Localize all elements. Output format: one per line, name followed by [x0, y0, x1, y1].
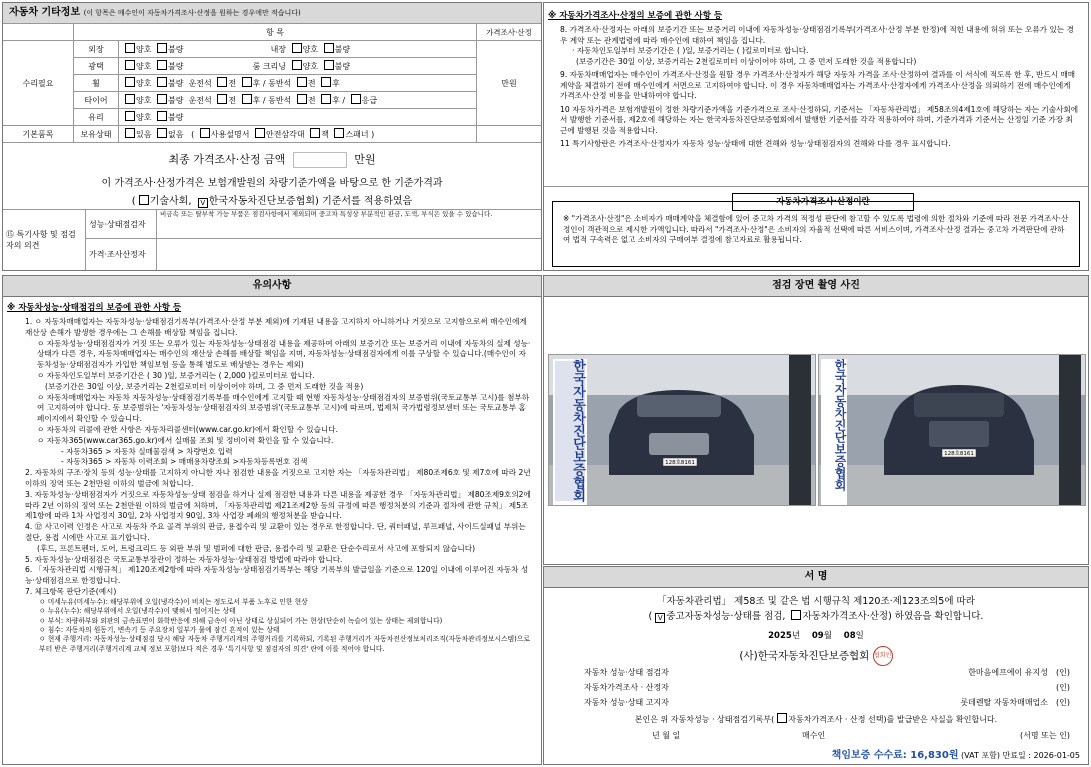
car-rear-image	[819, 355, 1085, 505]
checkbox[interactable]	[242, 94, 252, 104]
check-criteria-list	[25, 598, 531, 654]
list-item: ㅇ 자동차365(www.car365.go.kr)에서 실매물 조회 및 정비이력 확인을 할 수 있습니다.	[37, 435, 334, 445]
price-service-text: ※ "가격조사·산정"은 소비자가 매매계약을 체결함에 있어 중고차 가격의 적정성 판단에 참고할 수 있도록 법령에 의한 절차와 기준에 따라 전문 가격조사·산정인이 객관적으로 제시한 가액입니다. 따라서 "가격조사·산정"은 소비자의 자율적 선택에 따른 서비스이며, 가격조사·산정 결과는 중고차 가격판단에 관하여 법적 구속력은 없고 소비자의 구매여부 결정에 참고자료로 활용됩니다.	[552, 201, 1080, 267]
perf-inspector-text: 비금속 또는 탈부착 가능 부품은 점검사항에서 제외되며 중고차 특성상 부분적인 판금, 도색, 부식은 있을 수 있습니다.	[157, 210, 543, 239]
list-item: 11 특기사항란은 가격조사·산정자가 자동차 성능·상태에 대한 견해와 성능·상태점검자의 견해와 다를 경우 표시합니다.	[560, 139, 951, 148]
list-item: 3. 자동차성능·상태점검자가 거짓으로 자동차성능·상태 점검을 하거나 실제 점검한 내용과 다른 내용을 제공한 경우 「자동차관리법」 제80조제9호의2에 따라 2년 이하의 징역 또는 2천만원 이하의 벌금에 처하며, 「자동차관리법 제21조제2항 등의 규정에 따른 행정처분의 기준과 절차에 관한 규칙」 제5조제1항에 따라 1차 사업정지 30일, 2차 사업정지 90일, 3차 사업장 폐쇄의 행정처분을 받습니다.	[25, 489, 531, 521]
checkbox[interactable]	[777, 713, 787, 723]
inspection-photo-rear	[818, 354, 1086, 506]
list-item: 9. 자동차매매업자는 매수인이 가격조사·산정을 원할 경우 가격조사·산정자가 해당 자동차 가격을 조사·산정하여 결과를 이 서식에 적도록 한 후, 반드시 매매계약을 체결하기 전에 매수인에게 서면으로 고지하여야 합니다. 이 경우 자동차매매업자는 가격조사·산정자에게 가격조사·산정을 의뢰하기 전에 매수인에게 가격조사·산정 비용을 안내하여야 합니다.	[560, 70, 1076, 100]
list-item: 8. 가격조사·산정자는 아래의 보증기간 또는 보증거리 이내에 자동차성능·상태점검기록부(가격조사·산정 부분 한정)에 적힌 내용에 허위 또는 오류가 있는 경우 계약 또는 관계법령에 따라 매수인에 대하여 책임을 집니다.	[560, 25, 1074, 45]
list-item: ㅇ 자동차의 리콜에 관한 사항은 자동차리콜센터(www.car.go.kr)에서 확인할 수 있습니다.	[37, 424, 338, 434]
law-text: 「자동차관리법」 제58조 및 같은 법 시행규칙 제120조·제123조의5에 따라	[657, 596, 975, 607]
final-price-input[interactable]	[293, 152, 347, 168]
signer-row: 자동차가격조사 · 산정자 (인)	[584, 683, 1070, 692]
checkbox[interactable]	[157, 111, 167, 121]
row-name: 유리	[74, 109, 119, 126]
list-item: (보증기간은 30일 이상, 보증거리는 2천킬로미터 이상이어야 하며, 그 중 먼저 도래한 것을 적용합니다)	[576, 56, 917, 66]
list-item: 2. 자동차의 구조·장치 등의 성능·상태를 고지하지 아니한 자나 점검한 내용을 거짓으로 고지한 자는 「자동차관리법」 제80조제6호 및 제7호에 따라 2년 이하의 징역 또는 2천만원 이하의 벌금에 처합니다.	[25, 468, 531, 488]
list-item: ㅇ 자동차매매업자는 자동차 자동차성능·상태점검기록부를 매수인에게 고지할 때 현행 자동차성능·상태점검자의 보증범위(국토교통부 고시)를 첨부하여 고지하여야 합니다. 동 보증범위는 '자동차성능·상태점검자의 보증범위'(국토교통부 고시)에 따르며, 법제처 국가법령정보센터 또는 국토교통부 홈페이지에서 확인할 수 있습니다.	[37, 392, 530, 424]
final-price-row	[3, 151, 541, 168]
signer-row: 자동차 성능·상태 고지자 롯데렌탈 자동차매매업소 (인)	[584, 698, 1070, 707]
checkbox[interactable]	[324, 43, 334, 53]
checkbox[interactable]	[351, 94, 361, 104]
receipt-text: 본인은 위 자동차성능 · 상태점검기록부( 자동차가격조사 · 산정 선택)를 발급받은 사실을 확인합니다.	[634, 715, 998, 724]
list-item: · 자동차인도일부터 보증기간은 ( )일, 보증거리는 ( )킬로미터로 합니다.	[572, 46, 809, 55]
basis-options: ( 기술사회, V 한국자동차진단보증협회) 기준서를 적용하였음	[131, 196, 413, 207]
signer-row: 자동차 성능·상태 점검자 한마음에프에이 유지성 (인)	[584, 668, 1070, 677]
checkbox[interactable]	[255, 128, 265, 138]
checkbox[interactable]	[334, 128, 344, 138]
special-notes-table	[3, 209, 542, 270]
other-info-table	[3, 23, 541, 143]
row-options: 양호 불량 내장 양호 불량	[119, 41, 477, 58]
checkbox[interactable]	[157, 60, 167, 70]
list-item: ㅇ 자동차성능·상태점검자가 거짓 또는 오류가 있는 자동차성능·상태점검 내용을 제공하여 아래의 보증기간 또는 보증거리 이내에 자동차의 실제 성능·상태가 다른 경우, 자동차매매업자는 매수인의 재산상 손해를 배상할 책임을 지며, 자동차성능·상태점검자에게 이를 구상할 수 있습니다.(매수인이 자동차성능·상태점검자가 가입한 책임보험 등을 통해 별도로 배상받는 경우는 제외)	[37, 338, 531, 370]
notes-section	[2, 275, 542, 765]
checkbox[interactable]	[139, 195, 149, 205]
fee-row	[832, 746, 1080, 761]
list-item: 7. 체크항목 판단기준(예시)	[25, 586, 117, 596]
list-item: 1. ㅇ 자동차매매업자는 자동차성능·상태점검기록부(가격조사·산정 부분 제외)에 기재된 내용을 고지하지 아니하거나 거짓으로 고지함으로써 매수인에게 재산상 손해가 발생한 경우에는 그 손해를 배상할 책임을 집니다.	[25, 317, 527, 337]
checkbox-checked[interactable]: V	[655, 613, 665, 623]
checkbox[interactable]	[125, 60, 135, 70]
list-item: - 자동차365 > 자동차 이력조회 > 매매용차량조회 >자동차등록번호 검색	[61, 457, 308, 467]
row-name: 외장	[74, 41, 119, 58]
col-item-header: 항 목	[74, 24, 477, 41]
org-name: (사)한국자동차진단보증협회	[739, 650, 870, 662]
row-name: 광택	[74, 58, 119, 75]
list-item: - 자동차365 > 자동차 실매물검색 > 차량번호 입력	[61, 446, 233, 456]
price-guarantee-section	[543, 2, 1089, 271]
list-item: 10 자동차가격은 보험개발원이 정한 차량기준가액을 기준가격으로 조사·산정하되, 기준서는 「자동차관리법」 제58조의4제1호에 해당하는 자는 기술사회에서 발행한 기준서를, 제2호에 해당하는 자는 한국자동차진단보증협회에서 발행한 기준서를 각각 적용하여야 하며, 기준가격과 기준서는 산정일 기준 가장 최근에 발행된 것을 적용합니다.	[560, 104, 1079, 135]
basic-options: 있음 없음 ( 사용설명서 안전삼각대 잭 스패너 )	[119, 126, 477, 143]
checkbox[interactable]	[324, 60, 334, 70]
price-guarantee-list	[544, 25, 1088, 150]
fee-amount: 책임보증 수수료: 16,830원	[831, 750, 959, 761]
checkbox[interactable]	[125, 111, 135, 121]
fee-note: (VAT 포함) 만료일 : 2026-01-05	[961, 751, 1080, 760]
list-item: ㅇ 현재 주행거리: 자동차성능·상태점검 당시 해당 자동차 주행거리계의 주행거리를 기록하되, 기록된 주행거리가 자동차전산정보처리조직(자동차관리정보시스템)으로부터 받은 주행거리(주행거리계 교체 정보 포함)보다 적은 경우 '특기사항 및 점검자의 의견' 란에 이를 적어야 합니다.	[39, 635, 530, 653]
checkbox[interactable]	[125, 94, 135, 104]
other-info-section	[2, 2, 542, 271]
list-item: ㅇ 누유(누수): 해당부위에서 오일(냉각수)이 맺혀서 떨어지는 상태	[39, 607, 236, 616]
price-service-title: 자동차가격조사·산정이란	[732, 193, 914, 211]
checkbox[interactable]	[292, 60, 302, 70]
inspection-photo-front	[548, 354, 816, 506]
checkbox[interactable]	[297, 77, 307, 87]
org-row	[544, 646, 1088, 666]
checkbox[interactable]	[321, 77, 331, 87]
notes-sec-title: ※ 자동차성능·상태점검의 보증에 관한 사항 등	[7, 303, 182, 313]
notes-list	[3, 317, 541, 654]
price-guarantee-title: ※ 자동차가격조사·산정의 보증에 관한 사항 등	[548, 11, 723, 21]
checkbox[interactable]	[157, 43, 167, 53]
row-name: 휠	[74, 75, 119, 92]
signer-rows	[584, 665, 1070, 710]
other-info-header	[3, 3, 541, 24]
row-options: 양호 불량 운전석 전 후 / 동반석 전 후 / 응급	[119, 92, 477, 109]
special-notes-label: ⑮ 특기사항 및 점검자의 의견	[3, 210, 86, 271]
checkbox[interactable]	[217, 94, 227, 104]
row-name: 타이어	[74, 92, 119, 109]
banner-text: 한국자동차진단보증협회	[833, 359, 847, 491]
checkbox[interactable]	[310, 128, 320, 138]
signature-section	[543, 566, 1089, 765]
checkbox[interactable]	[125, 128, 135, 138]
checkbox[interactable]	[242, 77, 252, 87]
checkbox[interactable]	[217, 77, 227, 87]
basic-name: 보유상태	[74, 126, 119, 143]
basic-label: 기본품목	[3, 126, 74, 143]
checkbox[interactable]	[157, 94, 167, 104]
plate-text: 128호8161	[665, 460, 695, 466]
price-unit: 만원	[477, 41, 542, 126]
checkbox-checked[interactable]: V	[198, 198, 208, 208]
checkbox[interactable]	[292, 43, 302, 53]
checkbox[interactable]	[157, 128, 167, 138]
checkbox[interactable]	[200, 128, 210, 138]
seal-stamp: 협회인	[873, 646, 893, 666]
row-options: 양호 불량 룸 크리닝 양호 불량	[119, 58, 477, 75]
list-item: ㅇ 자동차인도일부터 보증기간은 ( 30 )일, 보증거리는 ( 2,000 )킬로미터로 합니다.	[37, 370, 315, 380]
checkbox[interactable]	[125, 43, 135, 53]
banner-text: 한국자동차진단보증협회	[570, 359, 585, 502]
confirm-options: ( V 중고자동차성능·상태를 점검, 자동차가격조사·산정) 하였음을 확인합니다.	[648, 611, 984, 622]
row-options: 양호 불량 운전석 전 후 / 동반석 전 후	[119, 75, 477, 92]
row-options: 양호 불량	[119, 109, 477, 126]
checkbox[interactable]	[297, 94, 307, 104]
other-info-note: (이 항목은 매수인이 자동차가격조사·산정을 원하는 경우에만 적습니다)	[83, 9, 301, 17]
price-inspector-label: 가격·조사산정자	[86, 239, 157, 270]
checkbox[interactable]	[321, 94, 331, 104]
plate-text: 128호8161	[944, 451, 974, 457]
list-item: 4. ⑫ 사고이력 인정은 사고로 자동차 주요 골격 부위의 판금, 용접수리 및 교환이 있는 경우로 한정합니다. 단, 쿼터패널, 루프패널, 사이드실패널 부위는 절단, 용접 시에만 사고로 표기합니다.	[25, 522, 526, 542]
list-item: (보증기간은 30일 이상, 보증거리는 2천킬로미터 이상이어야 하며, 그 중 먼저 도래한 것을 적용)	[45, 381, 364, 391]
list-item: ㅇ 부식: 차량하부와 외판의 금속표면이 화학반응에 의해 금속이 아닌 상태로 상실되어 가는 현상(단순히 녹슬어 있는 상태는 제외합니다)	[39, 616, 443, 625]
photos-header: 점검 장면 촬영 사진	[544, 276, 1088, 297]
repair-label: 수리필요	[3, 41, 74, 126]
photos-section	[543, 275, 1089, 565]
car-front-image	[549, 355, 815, 505]
checkbox[interactable]	[125, 77, 135, 87]
basis-text: 이 가격조사·산정가격은 보험개발원의 차량기준가액을 바탕으로 한 기준가격과	[101, 178, 443, 189]
final-price-label: 최종 가격조사·산정 금액	[168, 153, 286, 166]
perf-inspector-label: 성능·상태점검자	[86, 210, 157, 239]
issue-date: 2025년 09월 08일	[768, 631, 864, 641]
list-item: ㅇ 미세누유(미세누수): 해당부위에 오일(냉각수)이 비치는 정도로서 부품 노후로 인한 현상	[39, 597, 308, 606]
checkbox[interactable]	[157, 77, 167, 87]
final-price-unit: 만원	[354, 153, 376, 166]
col-price-header: 가격조사·산정	[477, 24, 542, 41]
notes-header: 유의사항	[3, 276, 541, 297]
checkbox[interactable]	[791, 610, 801, 620]
list-item: ㅇ 침수: 자동차의 원동기, 변속기 등 주요장치 일부가 물에 잠긴 흔적이 있는 상태	[39, 625, 280, 634]
buyer-row: 년 월 일 매수인 (서명 또는 인)	[652, 731, 1070, 740]
list-item: 5. 자동차성능·상태점검은 국토교통부장관이 정하는 자동차성능·상태점검 방법에 따라야 합니다.	[25, 554, 343, 564]
signature-header: 서 명	[544, 567, 1088, 588]
list-item: 6. 「자동차관리법 시행규칙」 제120조제2항에 따라 자동차성능·상태점검기록부는 해당 기록부의 발급일을 기준으로 120일 이내에 이루어진 자동차 성능·상태점검으로 한정합니다.	[25, 565, 529, 586]
list-item: (후드, 프론트펜더, 도어, 트렁크리드 등 외판 부위 및 범퍼에 대한 판금, 용접수리 및 교환은 단순수리로서 사고에 포함되지 않습니다)	[37, 543, 476, 553]
other-info-title: 자동차 기타정보	[9, 7, 81, 18]
